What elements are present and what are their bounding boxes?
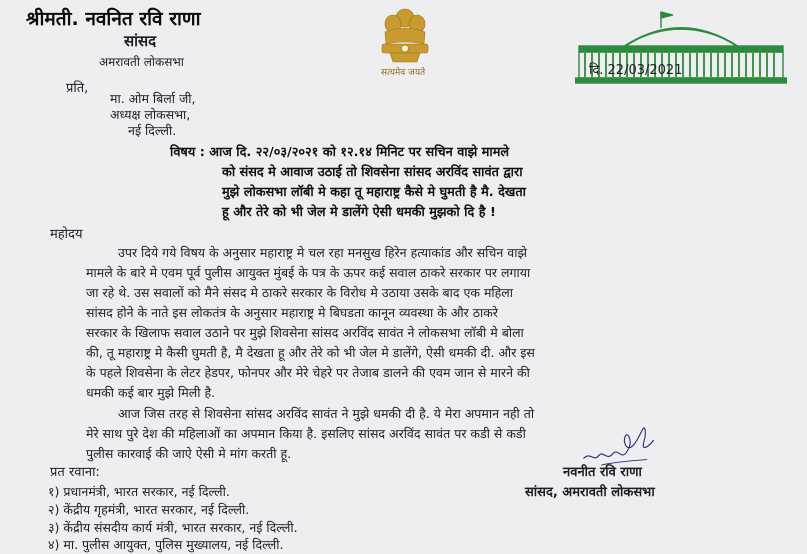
subject-line: हू और तेरे को भी जेल मे डालेंगे ऐसी धमकी मुझको दि है !: [222, 205, 496, 220]
subject-line: मुझे लोकसभा लॉबी मे कहा तू महाराष्ट्र कैसे मे घुमती है मै. देखता: [222, 185, 526, 200]
letter-date: दि. 22/03/2021: [589, 63, 683, 78]
salutation: महोदय: [50, 227, 83, 242]
recipient-label: प्रति,: [66, 81, 89, 96]
body-line: मामले के बारे मे एवम पूर्व पुलीस आयुक्त मुंबई के पत्र के ऊपर कई सवाल ठाकरे सरकार पर लगाया: [86, 265, 531, 280]
recipient-line: अध्यक्ष लोकसभा,: [110, 107, 191, 122]
copy-recipient: ४) मा. पुलीस आयुक्त, पुलिस मुख्यालय, नई दिल्ली.: [48, 537, 284, 552]
copy-recipient: ३) केंद्रीय संसदीय कार्य मंत्री, भारत सरकार, नई दिल्ली.: [48, 520, 298, 535]
recipient-line: नई दिल्ली.: [128, 123, 177, 138]
body-line: आज जिस तरह से शिवसेना सांसद अरविंद सावंत ने मुझे धमकी दी है. ये मेरा अपमान नही तो: [118, 406, 535, 421]
sender-name: श्रीमती. नवनित रवि राणा: [26, 8, 201, 30]
body-line: सरकार के खिलाफ सवाल उठाने पर मुझे शिवसेना सांसद अरविंद सावंत ने लोकसभा लॉबी मे बोला: [86, 325, 524, 340]
body-line: उपर दिये गये विषय के अनुसार महाराष्ट्र मे चल रहा मनसुख हिरेन हत्याकांड और सचिन वाझे: [118, 245, 527, 260]
subject-line: विषय : आज दि. २२/०३/२०२१ को १२.१४ मिनिट पर सचिन वाझे मामले: [170, 145, 510, 160]
copy-recipient: १) प्रधानमंत्री, भारत सरकार, नई दिल्ली.: [48, 484, 230, 499]
body-line: की, तू महाराष्ट्र मे कैसी घुमती है, मै देखता हू और तेरे को भी जेल मे डालेंगे, ऐसी धमकी दी. और इस: [86, 345, 535, 360]
sender-constituency: अमरावती लोकसभा: [99, 55, 184, 69]
body-line: जा रहे थे. उस सवालों को मैने संसद मे ठाकरे सरकार के विरोध मे उठाया उसके बाद एक महिला: [86, 285, 514, 300]
body-line: धमकी कई बार मुझे मिली है.: [86, 385, 216, 400]
handwritten-signature: [562, 420, 682, 476]
signatory-title: सांसद, अमरावती लोकसभा: [525, 485, 655, 500]
body-line: के पहले शिवसेना के लेटर हेडपर, फोनपर और मेरे चेहरे पर तेजाब डालने की एवम जान से मारने की: [86, 365, 530, 380]
subject-line: को संसद मे आवाज उठाई तो शिवसेना सांसद अरविंद सावंत द्वारा: [222, 165, 523, 180]
copy-recipient: २) केंद्रीय गृहमंत्री, भारत सरकार, नई दिल्ली.: [48, 502, 250, 517]
body-line: सांसद होने के नाते इस लोकतंत्र के अनुसार महाराष्ट्र मे बिघडता कानून व्यवस्था के और ठाकरे: [86, 305, 498, 320]
emblem-motto: सत्यमेव जयते: [381, 68, 426, 78]
signatory-name: नवनीत रवि राणा: [563, 465, 642, 480]
body-line: पुलीस कारवाई की जाऐ ऐसी मे मांग करती हू.: [86, 446, 292, 461]
copies-label: प्रत रवाना:: [50, 465, 100, 480]
recipient-line: मा. ओम बिर्ला जी,: [110, 91, 196, 106]
sender-role: सांसद: [124, 32, 157, 50]
national-emblem-icon: [368, 4, 442, 64]
body-line: मेरे साथ पुरे देश की महिलाओं का अपमान किया है. इसलिए सांसद अरविंद सावंत पर कडी से कडी: [86, 426, 526, 441]
